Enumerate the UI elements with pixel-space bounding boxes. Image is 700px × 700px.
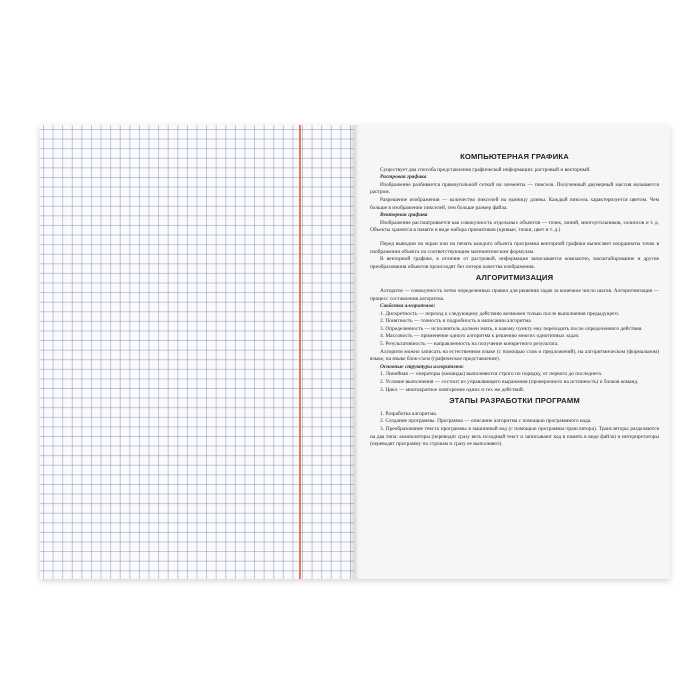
algorithms-line-2: Свойства алгоритмов: bbox=[380, 303, 436, 310]
margin-line bbox=[299, 125, 301, 579]
section-title-graphics: КОМПЬЮТЕРНАЯ ГРАФИКА bbox=[460, 152, 569, 161]
algorithms-line-7: 5. Результативность — направленность на получение конкретного результата. bbox=[380, 341, 559, 348]
algorithms-line-5: 3. Определенность — исполнитель должен знать, к какому пункту ему переходить после определенного действия. bbox=[380, 325, 643, 332]
algorithms-line-6: 4. Массовость — применение одного алгоритма к решению многих однотипных задач. bbox=[380, 333, 580, 340]
development-line-3: 3. Преобразование текста программы в машинный код (с помощью программы-транслятора). Трансляторы разделяются на два типа: компиляторы (переводят сразу весь исходный текст и записывают код в память в виде файла) и интерпретаторы (переводят программу по строкам и сразу ее выполняют). bbox=[370, 426, 659, 448]
section-title-algorithms: АЛГОРИТМИЗАЦИЯ bbox=[475, 273, 554, 283]
algorithms-line-11: 2. Условие выполнения — состоит из управляющего выражения (проверочного на истинность) и блоков команд. bbox=[380, 379, 639, 386]
algorithms-line-1: Алгоритм — совокупность четко определенных правил для решения задач за конечное число шагов. Алгоритмизация — процесс составления алгоритма. bbox=[370, 287, 659, 302]
algorithms-line-4: 2. Понятность — точность и подробность в написании алгоритма. bbox=[380, 318, 533, 325]
open-notebook bbox=[40, 125, 670, 579]
development-line-2: 2. Создание программы. Программа — описание алгоритма с помощью программного кода. bbox=[380, 418, 592, 425]
algorithms-line-12: 3. Цикл — многократное повторение одних и тех же действий. bbox=[380, 386, 525, 393]
section-title-development: ЭТАПЫ РАЗРАБОТКИ ПРОГРАММ bbox=[449, 396, 580, 406]
algorithms-line-9: Основные структуры алгоритмов: bbox=[380, 363, 464, 370]
graphics-line-9: В векторной графике, в отличие от растровой, информация записывается компактно, масштабирование и другие преобразования объектов происходят без потери качества изображения. bbox=[370, 256, 659, 270]
graph-paper-page bbox=[40, 125, 354, 579]
graphics-line-6: Изображение рассматривается как совокупность отдельных объектов — точек, линий, многоугольников, эллипсов и т. д. Объекты хранятся в памяти в виде набора примитивов (кривые, точки, цвет и т. д.) bbox=[370, 219, 659, 234]
graphics-line-8: Перед выводом на экран или на печать каждого объекта программа векторной графики вычисляет координаты точек в изображении объекта по соответствующим математическим формулам. bbox=[370, 240, 659, 255]
algorithms-line-8: Алгоритм можно записать на естественном языке (с помощью слов и предложений), на алгоритмическом (формальном) языке, на языке блок-схем (графическое представление). bbox=[370, 348, 659, 363]
graphics-line-4: Разрешение изображения — количество пикселей на единицу длины. Каждый пиксель характеризуется цветом. Чем больше в изображении пикселей, тем больше размер файла. bbox=[370, 196, 659, 211]
graphics-line-1: Существует два способа представления графической информации: растровый и векторный. bbox=[380, 166, 591, 173]
graphics-line-2: Растровая графика bbox=[380, 174, 427, 181]
graphics-line-3: Изображение разбивается прямоугольной сеткой на элементы — пикселя. Полученный двумерный массив называется растром. bbox=[370, 181, 659, 196]
development-line-1: 1. Разработка алгоритма. bbox=[380, 410, 437, 417]
algorithms-line-3: 1. Дискретность — переход к следующему действию возможен только после выполнения предыдущего. bbox=[380, 310, 620, 317]
reference-content bbox=[370, 139, 659, 449]
graphics-line-5: Векторная графика bbox=[380, 212, 428, 219]
reference-page bbox=[358, 125, 670, 579]
algorithms-line-10: 1. Линейная — операторы (команды) выполняются строго по порядку, от первого до последнего. bbox=[380, 371, 603, 378]
